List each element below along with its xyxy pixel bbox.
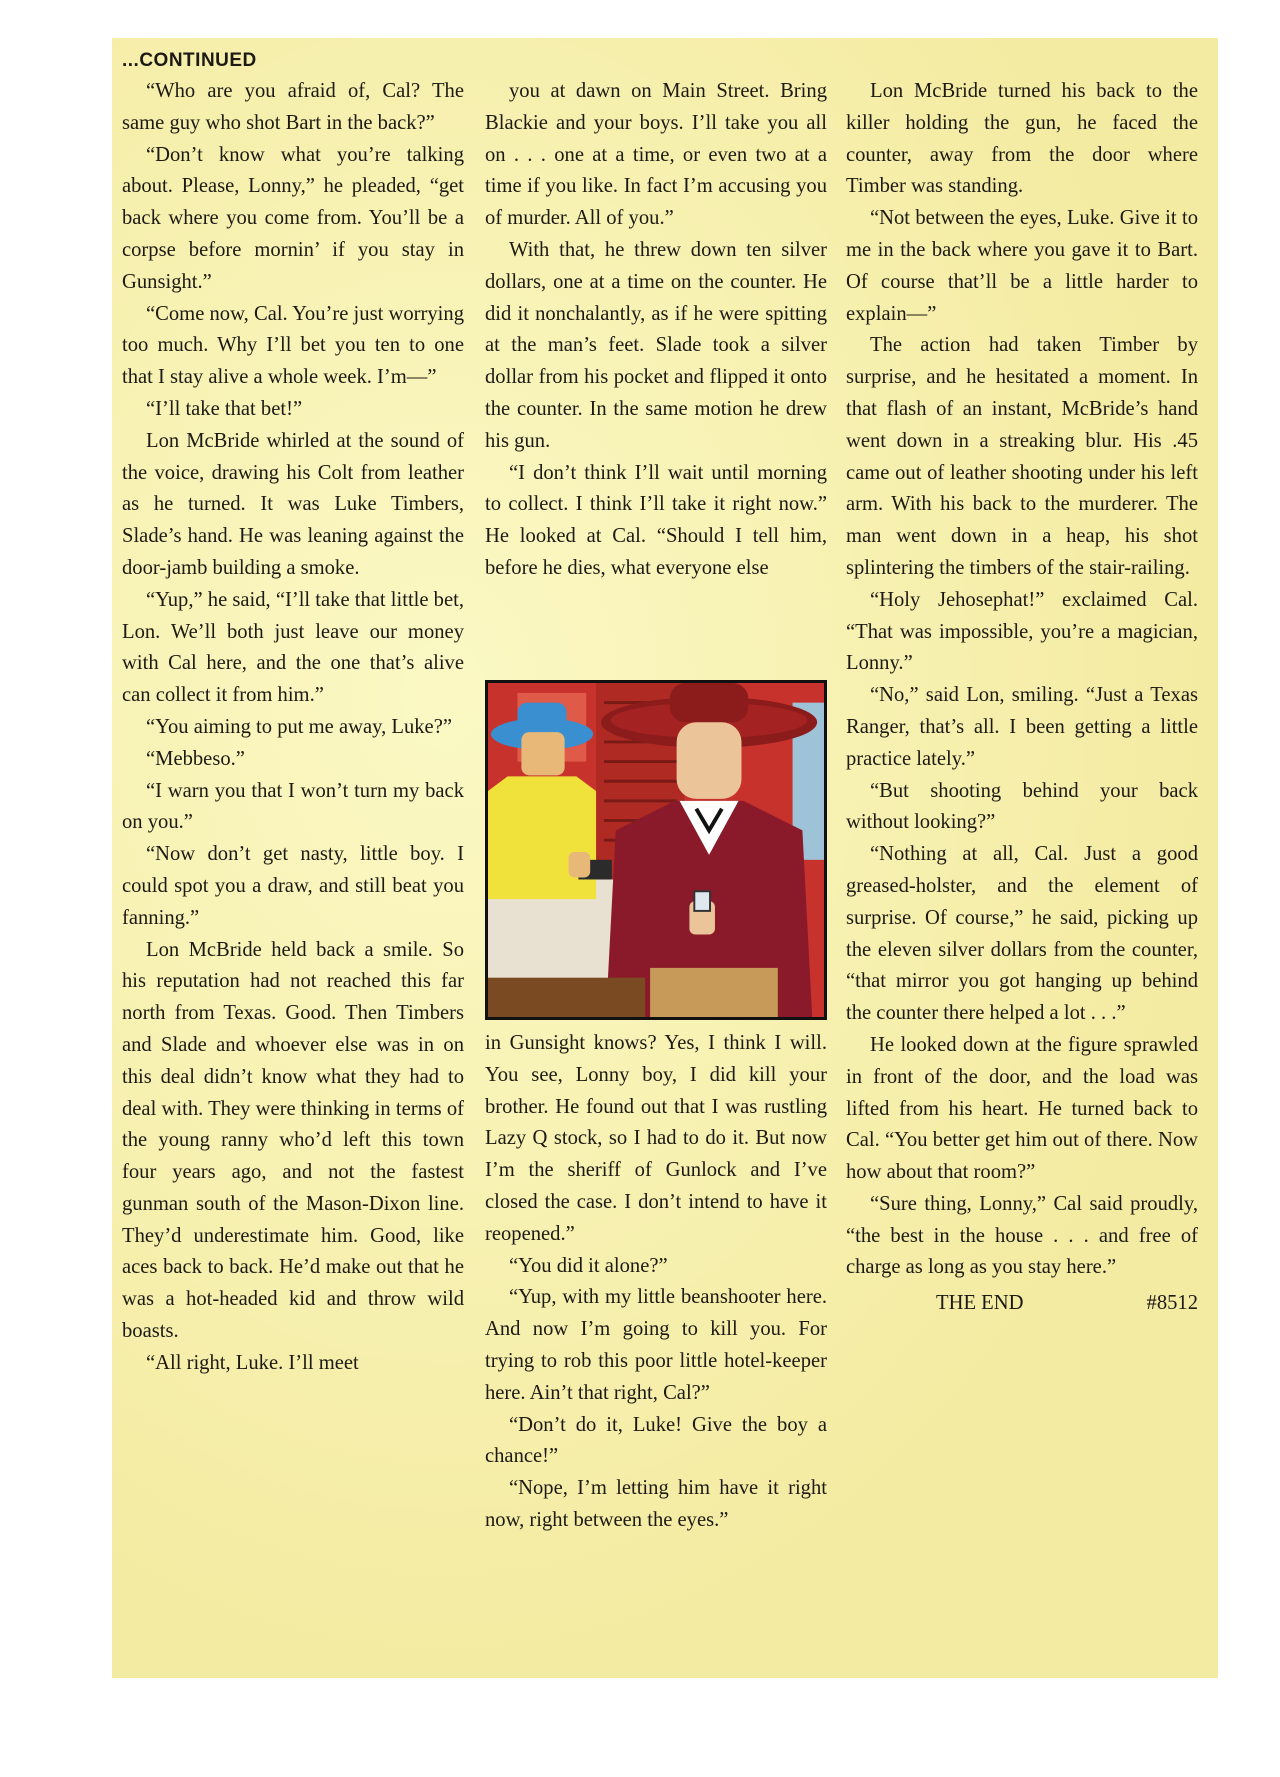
- paragraph: The action had taken Timber by surprise, and he hesitated a moment. In that flash of an instant, McBride’s hand went down in a streaking blur. His .45 came out of leather shooting under his left arm. With his back to the murderer. The man went down in a heap, his shot splintering the timbers of the stair-railing.: [846, 334, 1198, 579]
- gunmen-illustration: [488, 683, 824, 1017]
- paragraph: “Yup,” he said, “I’ll take that little bet, Lon. We’ll both just leave our money with Cal here, and the one that’s alive can collect it from him.”: [122, 588, 464, 707]
- paragraph: “Come now, Cal. You’re just worrying too much. Why I’ll bet you ten to one that I stay alive a whole week. I’m—”: [122, 302, 464, 389]
- paragraph: “Mebbeso.”: [146, 747, 245, 770]
- paragraph: He looked down at the figure sprawled in front of the door, and the load was lifted from his heart. He turned back to Cal. “You better get him out of there. Now how about that room?”: [846, 1033, 1198, 1184]
- the-end-label: THE END: [936, 1292, 1024, 1315]
- paragraph: “Don’t do it, Luke! Give the boy a chance!”: [485, 1413, 827, 1468]
- paragraph: “Holy Jehosephat!” exclaimed Cal. “That was impossible, you’re a magician, Lonny.”: [846, 588, 1198, 675]
- text-column-1: [122, 76, 464, 1380]
- text-column-3: [846, 76, 1198, 1320]
- paragraph: in Gunsight knows? Yes, I think I will. You see, Lonny boy, I did kill your brother. He found out that I was rustling Lazy Q stock, so I had to do it. But now I’m the sheriff of Gunlock and I’ve closed the case. I don’t intend to have it reopened.”: [485, 1032, 827, 1245]
- paragraph: “Nope, I’m letting him have it right now, right between the eyes.”: [485, 1477, 827, 1531]
- paragraph: “All right, Luke. I’ll meet: [146, 1351, 359, 1374]
- story-end-line: [846, 1288, 1198, 1320]
- paragraph: “No,” said Lon, smiling. “Just a Texas Ranger, that’s all. I been getting a little practice lately.”: [846, 684, 1198, 770]
- paragraph: “I don’t think I’ll wait until morning to collect. I think I’ll take it right now.” He looked at Cal. “Should I tell him, before he dies, what everyone else: [485, 461, 827, 579]
- story-number: #8512: [1146, 1292, 1198, 1315]
- paragraph: With that, he threw down ten silver dollars, one at a time on the counter. He did it nonchalantly, as if he were spitting at the man’s feet. Slade took a silver dollar from his pocket and flipped it onto the counter. In the same motion he drew his gun.: [485, 238, 827, 452]
- paragraph: “I’ll take that bet!”: [146, 397, 303, 420]
- paragraph: Lon McBride turned his back to the killer holding the gun, he faced the counter, away from the door where Timber was standing.: [846, 80, 1198, 198]
- paragraph: Lon McBride whirled at the sound of the voice, drawing his Colt from leather as he turned. It was Luke Timbers, Slade’s hand. He was leaning against the door-jamb building a smoke.: [122, 429, 464, 579]
- paragraph: “You aiming to put me away, Luke?”: [146, 715, 452, 738]
- paragraph: “I warn you that I won’t turn my back on you.”: [122, 779, 464, 834]
- paragraph: “Now don’t get nasty, little boy. I could spot you a draw, and still beat you fanning.”: [122, 843, 464, 929]
- text-column-2: [485, 76, 827, 1537]
- paragraph: “Sure thing, Lonny,” Cal said proudly, “the best in the house . . . and free of charge as long as you stay here.”: [846, 1192, 1198, 1279]
- paragraph: “Nothing at all, Cal. Just a good greased-holster, and the element of surprise. Of course,” he said, picking up the eleven silver dollars from the counter, “that mirror you got hanging up behind the counter there helped a lot . . .”: [846, 843, 1198, 1025]
- paragraph: “Yup, with my little beanshooter here. And now I’m going to kill you. For trying to rob this poor little hotel-keeper here. Ain’t that right, Cal?”: [485, 1286, 827, 1404]
- paragraph: “Who are you afraid of, Cal? The same guy who shot Bart in the back?”: [122, 80, 464, 134]
- paragraph: Lon McBride held back a smile. So his reputation had not reached this far north from Texas. Good. Then Timbers and Slade and whoever else was in on this deal didn’t know what they had to deal with. They were thinking in terms of the young ranny who’d left this town four years ago, and not the fastest gunman south of the Mason-Dixon line. They’d underestimate him. Good, like aces back to back. He’d make out that he was a hot-headed kid and throw wild boasts.: [122, 938, 464, 1343]
- comic-panel-illustration: [485, 680, 827, 1020]
- paragraph: you at dawn on Main Street. Bring Blackie and your boys. I’ll take you all on . . . one at a time, or even two at a time if you like. In fact I’m accusing you of murder. All of you.”: [485, 80, 827, 230]
- paragraph: “But shooting behind your back without looking?”: [846, 779, 1198, 834]
- paragraph: “You did it alone?”: [509, 1254, 668, 1277]
- story-page: [112, 38, 1218, 1678]
- continued-heading: ...CONTINUED: [122, 50, 257, 71]
- paragraph: “Not between the eyes, Luke. Give it to me in the back where you gave it to Bart. Of course that’ll be a little harder to explain—”: [846, 207, 1198, 325]
- paragraph: “Don’t know what you’re talking about. Please, Lonny,” he pleaded, “get back where you come from. You’ll be a corpse before mornin’ if you stay in Gunsight.”: [122, 143, 464, 293]
- column-2-top: [485, 76, 827, 670]
